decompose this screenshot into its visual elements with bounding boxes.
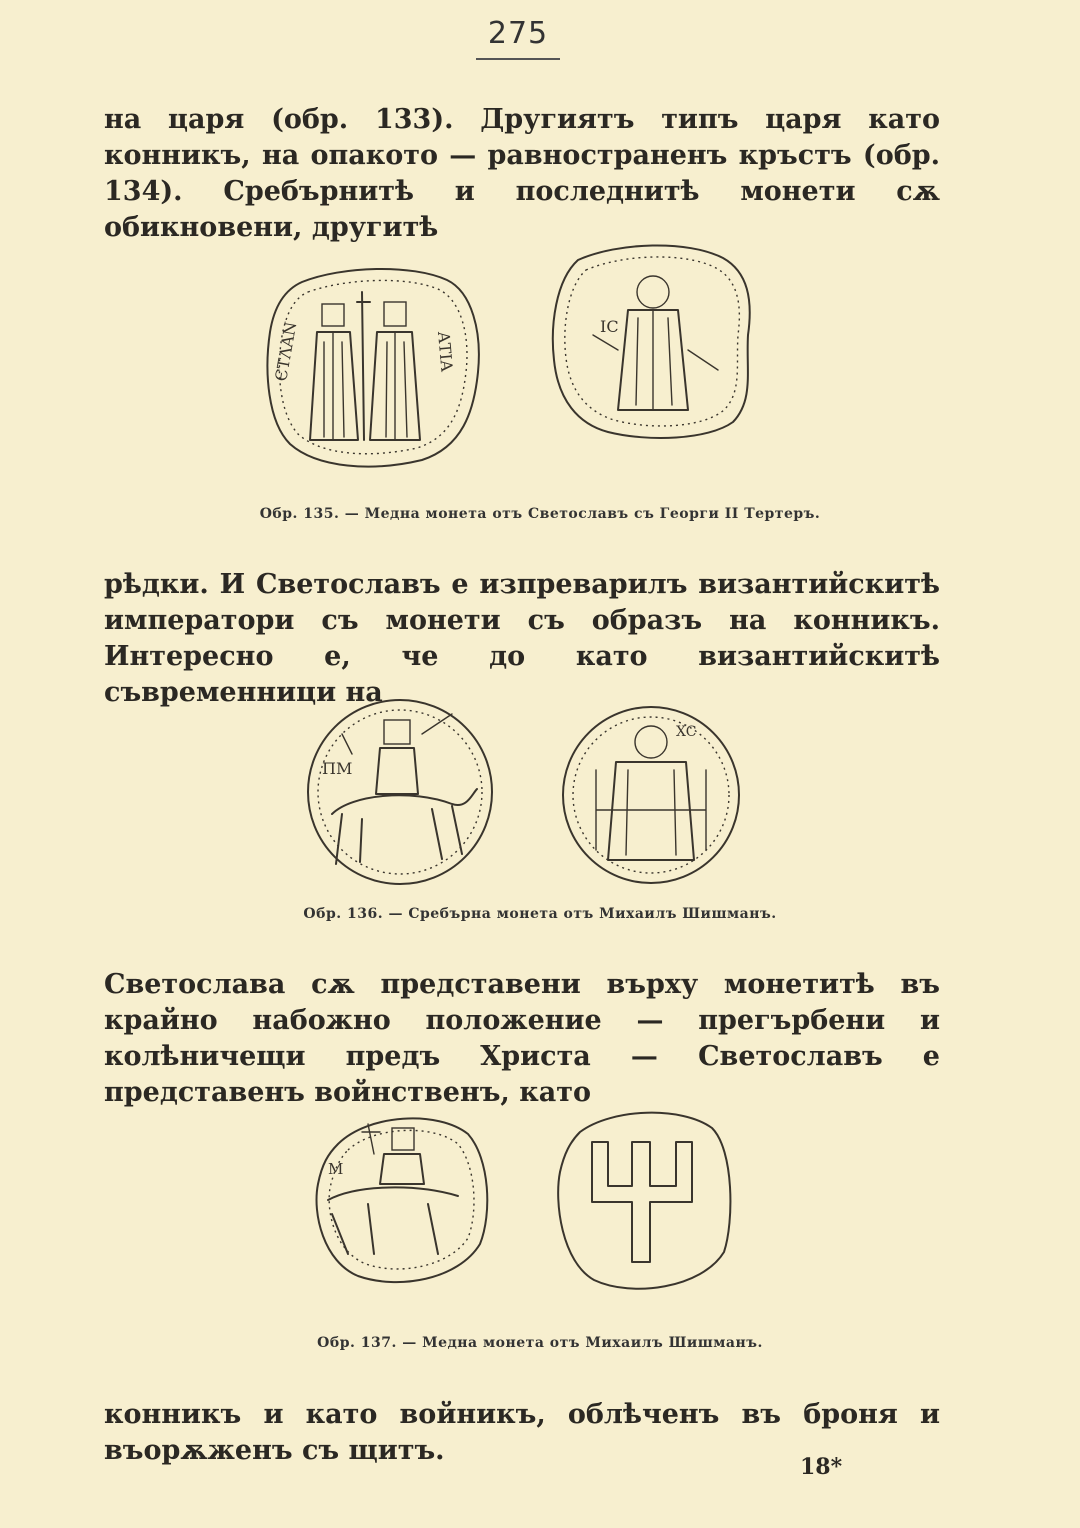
- paragraph-2: рѣдки. И Светославъ е изпреварилъ византийскитѣ императори съ монети съ образъ на конникъ. Интересно е, че до като византийскитѣ съвременници на: [104, 569, 940, 708]
- svg-text:ΑΤΙΑ: ΑΤΙΑ: [434, 330, 457, 373]
- paragraph-3: Светослава сѫ представени върху монетитѣ въ крайно набожно положение — прегърбени и колѣничещи предъ Христа — Светославъ е представенъ войнственъ, като: [104, 969, 940, 1108]
- figure-137-coin-reverse: [552, 1102, 736, 1300]
- figure-135-coin-reverse: [548, 240, 758, 440]
- figure-136-caption: Обр. 136. — Сребърна монета отъ Михаилъ Шишманъ.: [303, 906, 777, 922]
- figure-136-coin-reverse: [556, 700, 746, 890]
- figure-137-coin-obverse: [308, 1104, 494, 1290]
- figure-137-caption: Обр. 137. — Медна монета отъ Михаилъ Шишманъ.: [317, 1335, 763, 1351]
- figure-136-coin-obverse: [302, 694, 498, 890]
- svg-text:ЄΤΛΑΝ: ЄΤΛΑΝ: [271, 320, 301, 383]
- svg-text:M: M: [328, 1160, 344, 1178]
- figure-135-coin-obverse: [262, 262, 484, 468]
- footer-signature: 18*: [800, 1454, 843, 1480]
- svg-text:XC: XC: [676, 724, 697, 740]
- page-number-rule: [476, 58, 560, 60]
- paragraph-1: на царя (обр. 133). Другиятъ типъ царя като конникъ, на опакото — равностраненъ кръстъ (обр. 134). Сребърнитѣ и последнитѣ монети сѫ обикновени, другитѣ: [104, 104, 940, 243]
- svg-text:IC: IC: [600, 317, 619, 336]
- paragraph-4: конникъ и като войникъ, облѣченъ въ броня и въорѫженъ съ щитъ.: [104, 1399, 940, 1466]
- svg-text:ΠΜ: ΠΜ: [322, 759, 353, 778]
- page-number: 275: [487, 16, 549, 51]
- figure-135-caption: Обр. 135. — Медна монета отъ Светославъ съ Георги II Тертеръ.: [259, 506, 821, 522]
